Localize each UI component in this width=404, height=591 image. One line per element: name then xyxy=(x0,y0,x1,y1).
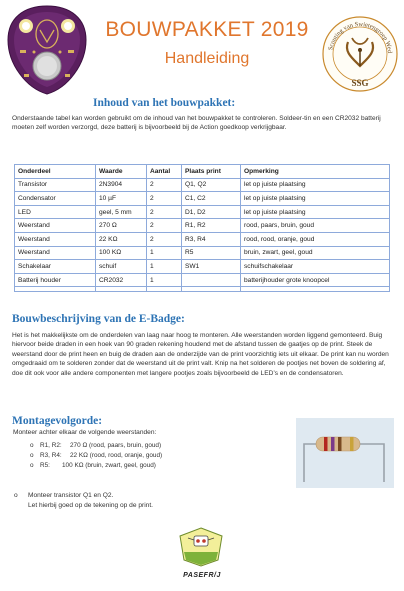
table-cell: R5 xyxy=(182,246,241,260)
section-heading-contents: Inhoud van het bouwpakket: xyxy=(93,97,236,109)
table-cell: Weerstand xyxy=(15,246,96,260)
list-item xyxy=(30,451,162,461)
table-row xyxy=(15,260,390,274)
table-cell: 2 xyxy=(147,219,182,233)
table-cell: 10 µF xyxy=(96,192,147,206)
column-header: Waarde xyxy=(96,165,147,179)
resistor-value: 22 KΩ (rood, rood, oranje, goud) xyxy=(70,452,163,459)
table-row-empty xyxy=(15,287,390,292)
table-cell: batterijhouder grote knoopcel xyxy=(241,273,390,287)
column-header: Aantal xyxy=(147,165,182,179)
scouting-logo xyxy=(320,8,400,100)
list-item xyxy=(30,461,162,471)
table-row xyxy=(15,205,390,219)
list-bullet: o xyxy=(30,452,34,459)
table-cell: 100 KΩ xyxy=(96,246,147,260)
list-bullet: o xyxy=(14,492,18,499)
table-cell: 2 xyxy=(147,192,182,206)
logo-ring-text: Scouting van Swietengroep Wed xyxy=(327,20,394,54)
table-cell: 22 KΩ xyxy=(96,232,147,246)
table-cell: 2 xyxy=(147,178,182,192)
table-cell: Weerstand xyxy=(15,232,96,246)
table-cell: D1, D2 xyxy=(182,205,241,219)
page-title: BOUWPAKKET 2019 xyxy=(105,18,309,41)
table-cell: 1 xyxy=(147,246,182,260)
table-cell xyxy=(96,287,147,292)
table-cell: let op juiste plaatsing xyxy=(241,192,390,206)
table-row xyxy=(15,192,390,206)
parts-table-body xyxy=(15,178,390,292)
pcb-badge-image xyxy=(4,4,90,96)
table-cell xyxy=(147,287,182,292)
table-cell: CR2032 xyxy=(96,273,147,287)
resistor-label: R1, R2: xyxy=(40,442,62,449)
table-cell: 270 Ω xyxy=(96,219,147,233)
table-cell: Q1, Q2 xyxy=(182,178,241,192)
table-cell: schuifschakelaar xyxy=(241,260,390,274)
table-cell xyxy=(182,273,241,287)
step-note: Let hierbij goed op de tekening op de print. xyxy=(28,502,154,509)
table-row xyxy=(15,219,390,233)
table-cell: bruin, zwart, geel, goud xyxy=(241,246,390,260)
table-cell: geel, 5 mm xyxy=(96,205,147,219)
table-cell: 2 xyxy=(147,205,182,219)
table-cell: Transistor xyxy=(15,178,96,192)
table-cell: let op juiste plaatsing xyxy=(241,178,390,192)
table-cell: schuif xyxy=(96,260,147,274)
table-row xyxy=(15,246,390,260)
step-transistor xyxy=(14,491,153,511)
column-header: Plaats print xyxy=(182,165,241,179)
column-header: Onderdeel xyxy=(15,165,96,179)
resistor-label: R3, R4: xyxy=(40,452,62,459)
table-cell: Condensator xyxy=(15,192,96,206)
column-header: Opmerking xyxy=(241,165,390,179)
table-cell: Schakelaar xyxy=(15,260,96,274)
build-instructions-text: Het is het makkelijkste om de onderdelen van laag naar hoog te monteren. Alle weerstanden worden liggend gemonteerd. Buig hiervoor beide draden in een hoek van 90 graden rekening houdend met de afstand tussen de gaatjes op de print. Steek de weerstand door de print heen en buig de draden aan de onderzijde van de print voorzichtig iets uit elkaar. De print kan nu worden omgedraaid om te solderen zonder dat de weerstand uit de print valt. Knip na het solderen de pootjes net boven de soldering af, doe dit ook voor alle andere componenten met langere pootjes zoals bijvoorbeeld de LED’s en de condensatoren. xyxy=(12,332,389,377)
contents-intro-text: Onderstaande tabel kan worden gebruikt om de inhoud van het bouwpakket te controleren. Soldeer-tin en een CR2032 batterij moeten zelf worden verzorgd, deze batterij is bijvoorbeeld bij de Action goedkoop verkrijgbaar. xyxy=(12,115,381,132)
resistor-value: 270 Ω (rood, paars, bruin, goud) xyxy=(70,442,162,449)
page-subtitle: Handleiding xyxy=(164,50,250,67)
step-text: Monteer transistor Q1 en Q2. xyxy=(28,492,114,499)
table-cell xyxy=(241,287,390,292)
list-bullet: o xyxy=(30,442,34,449)
footer-label: PASEFR/J xyxy=(183,572,221,579)
table-cell xyxy=(182,287,241,292)
resistor-label: R5: xyxy=(40,462,50,469)
parts-table-container xyxy=(14,164,390,292)
table-cell: R3, R4 xyxy=(182,232,241,246)
table-cell: SW1 xyxy=(182,260,241,274)
table-header-row xyxy=(15,165,390,179)
table-cell: 1 xyxy=(147,273,182,287)
list-item xyxy=(30,441,162,451)
logo-initials: SSG xyxy=(351,78,369,88)
resistor-list xyxy=(30,441,162,471)
table-cell: R1, R2 xyxy=(182,219,241,233)
table-row xyxy=(15,178,390,192)
table-cell: LED xyxy=(15,205,96,219)
table-cell: rood, rood, oranje, goud xyxy=(241,232,390,246)
table-cell: Batterij houder xyxy=(15,273,96,287)
section-heading-build: Bouwbeschrijving van de E-Badge: xyxy=(12,313,185,325)
section-heading-order: Montagevolgorde: xyxy=(12,415,103,427)
order-intro-text: Monteer achter elkaar de volgende weerstanden: xyxy=(13,429,157,436)
table-cell: 2 xyxy=(147,232,182,246)
parts-table xyxy=(14,164,390,292)
table-cell: let op juiste plaatsing xyxy=(241,205,390,219)
list-bullet: o xyxy=(30,462,34,469)
footer-logo xyxy=(178,526,224,568)
resistor-photo xyxy=(296,418,394,488)
table-cell: 1 xyxy=(147,260,182,274)
table-row xyxy=(15,232,390,246)
table-cell: rood, paars, bruin, goud xyxy=(241,219,390,233)
table-cell: 2N3904 xyxy=(96,178,147,192)
table-cell xyxy=(15,287,96,292)
resistor-value: 100 KΩ (bruin, zwart, geel, goud) xyxy=(62,462,156,469)
table-cell: C1, C2 xyxy=(182,192,241,206)
table-cell: Weerstand xyxy=(15,219,96,233)
table-row xyxy=(15,273,390,287)
